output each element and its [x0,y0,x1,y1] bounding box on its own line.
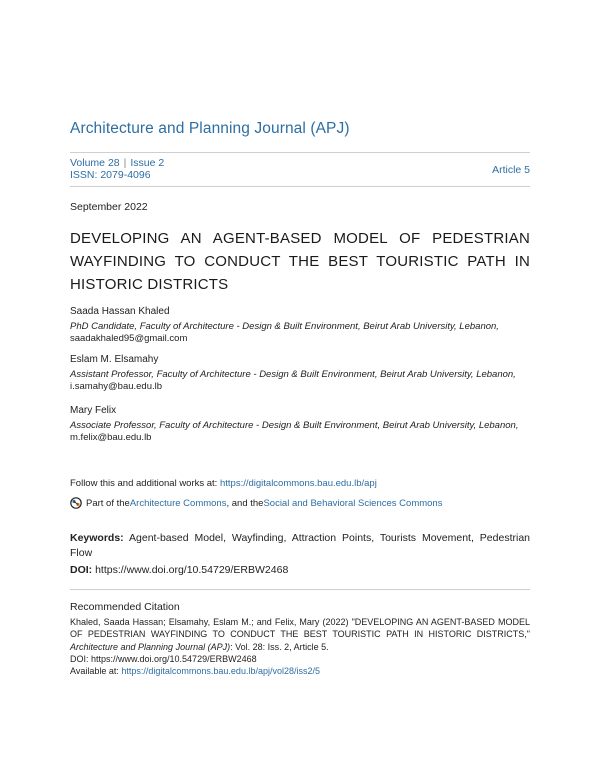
doi [70,564,288,576]
author-name: Mary Felix [70,405,117,416]
keywords-label: Keywords: [70,532,124,544]
author-email: m.felix@bau.edu.lb [70,432,152,443]
network-commons-icon [70,497,82,509]
citation-journal: Architecture and Planning Journal (APJ) [70,641,231,652]
journal-title[interactable]: Architecture and Planning Journal (APJ) [70,120,350,137]
part-of-line [70,497,442,509]
author-affiliation: Associate Professor, Faculty of Architecture - Design & Built Environment, Beirut Arab University, Lebanon, [70,420,519,431]
follow-line [70,478,377,489]
doi-label: DOI: [70,564,93,576]
recommended-citation-text [70,616,530,677]
author-block-1 [70,306,540,345]
citation-text-before: Khaled, Saada Hassan; Elsamahy, Eslam M.; and Felix, Mary (2022) "DEVELOPING AN AGENT-BASED MODEL OF PEDESTRIAN WAYFINDING TO CONDUCT THE BEST TOURISTIC PATH IN HISTORIC DISTRICTS," [70,617,530,640]
citation-available-prefix: Available at: [70,666,122,677]
architecture-commons-link[interactable]: Architecture Commons [129,497,227,509]
citation-available-link[interactable]: https://digitalcommons.bau.edu.lb/apj/vol28/iss2/5 [121,666,320,677]
author-block-3 [70,405,540,444]
keywords [70,531,530,561]
article-number: Article 5 [492,164,530,176]
follow-text: Follow this and additional works at: [70,478,220,489]
keywords-value: Agent-based Model, Wayfinding, Attraction Points, Tourists Movement, Pedestrian Flow [70,532,530,559]
part-of-middle: , and the [226,497,264,509]
paper-title: DEVELOPING AN AGENT-BASED MODEL OF PEDESTRIAN WAYFINDING TO CONDUCT THE BEST TOURISTIC PATH IN HISTORIC DISTRICTS [70,230,530,293]
doi-value[interactable]: https://www.doi.org/10.54729/ERBW2468 [92,564,289,576]
author-block-2 [70,354,540,393]
author-affiliation: Assistant Professor, Faculty of Architecture - Design & Built Environment, Beirut Arab University, Lebanon, [70,369,516,380]
header-divider-top [70,152,530,153]
issn-text: ISSN: 2079-4096 [70,169,151,181]
header-divider-bottom [70,186,530,187]
meta-separator: | [123,157,127,169]
author-email: saadakhaled95@gmail.com [70,333,188,344]
author-email: i.samahy@bau.edu.lb [70,381,163,392]
follow-link[interactable]: https://digitalcommons.bau.edu.lb/apj [219,478,377,489]
recommended-citation-heading: Recommended Citation [70,601,180,613]
citation-text-after: : Vol. 28: Iss. 2, Article 5. [230,641,329,652]
social-behavioral-commons-link[interactable]: Social and Behavioral Sciences Commons [263,497,443,509]
volume-link[interactable]: Volume 28 [70,157,120,169]
volume-issue-block [70,157,164,181]
citation-divider [70,589,530,590]
issue-link[interactable]: Issue 2 [130,157,165,169]
author-name: Saada Hassan Khaled [70,306,170,317]
author-affiliation: PhD Candidate, Faculty of Architecture - Design & Built Environment, Beirut Arab University, Lebanon, [70,321,499,332]
author-name: Eslam M. Elsamahy [70,354,159,365]
part-of-prefix: Part of the [86,497,130,509]
citation-doi: DOI: https://www.doi.org/10.54729/ERBW2468 [70,653,257,664]
publication-date: September 2022 [70,201,148,213]
